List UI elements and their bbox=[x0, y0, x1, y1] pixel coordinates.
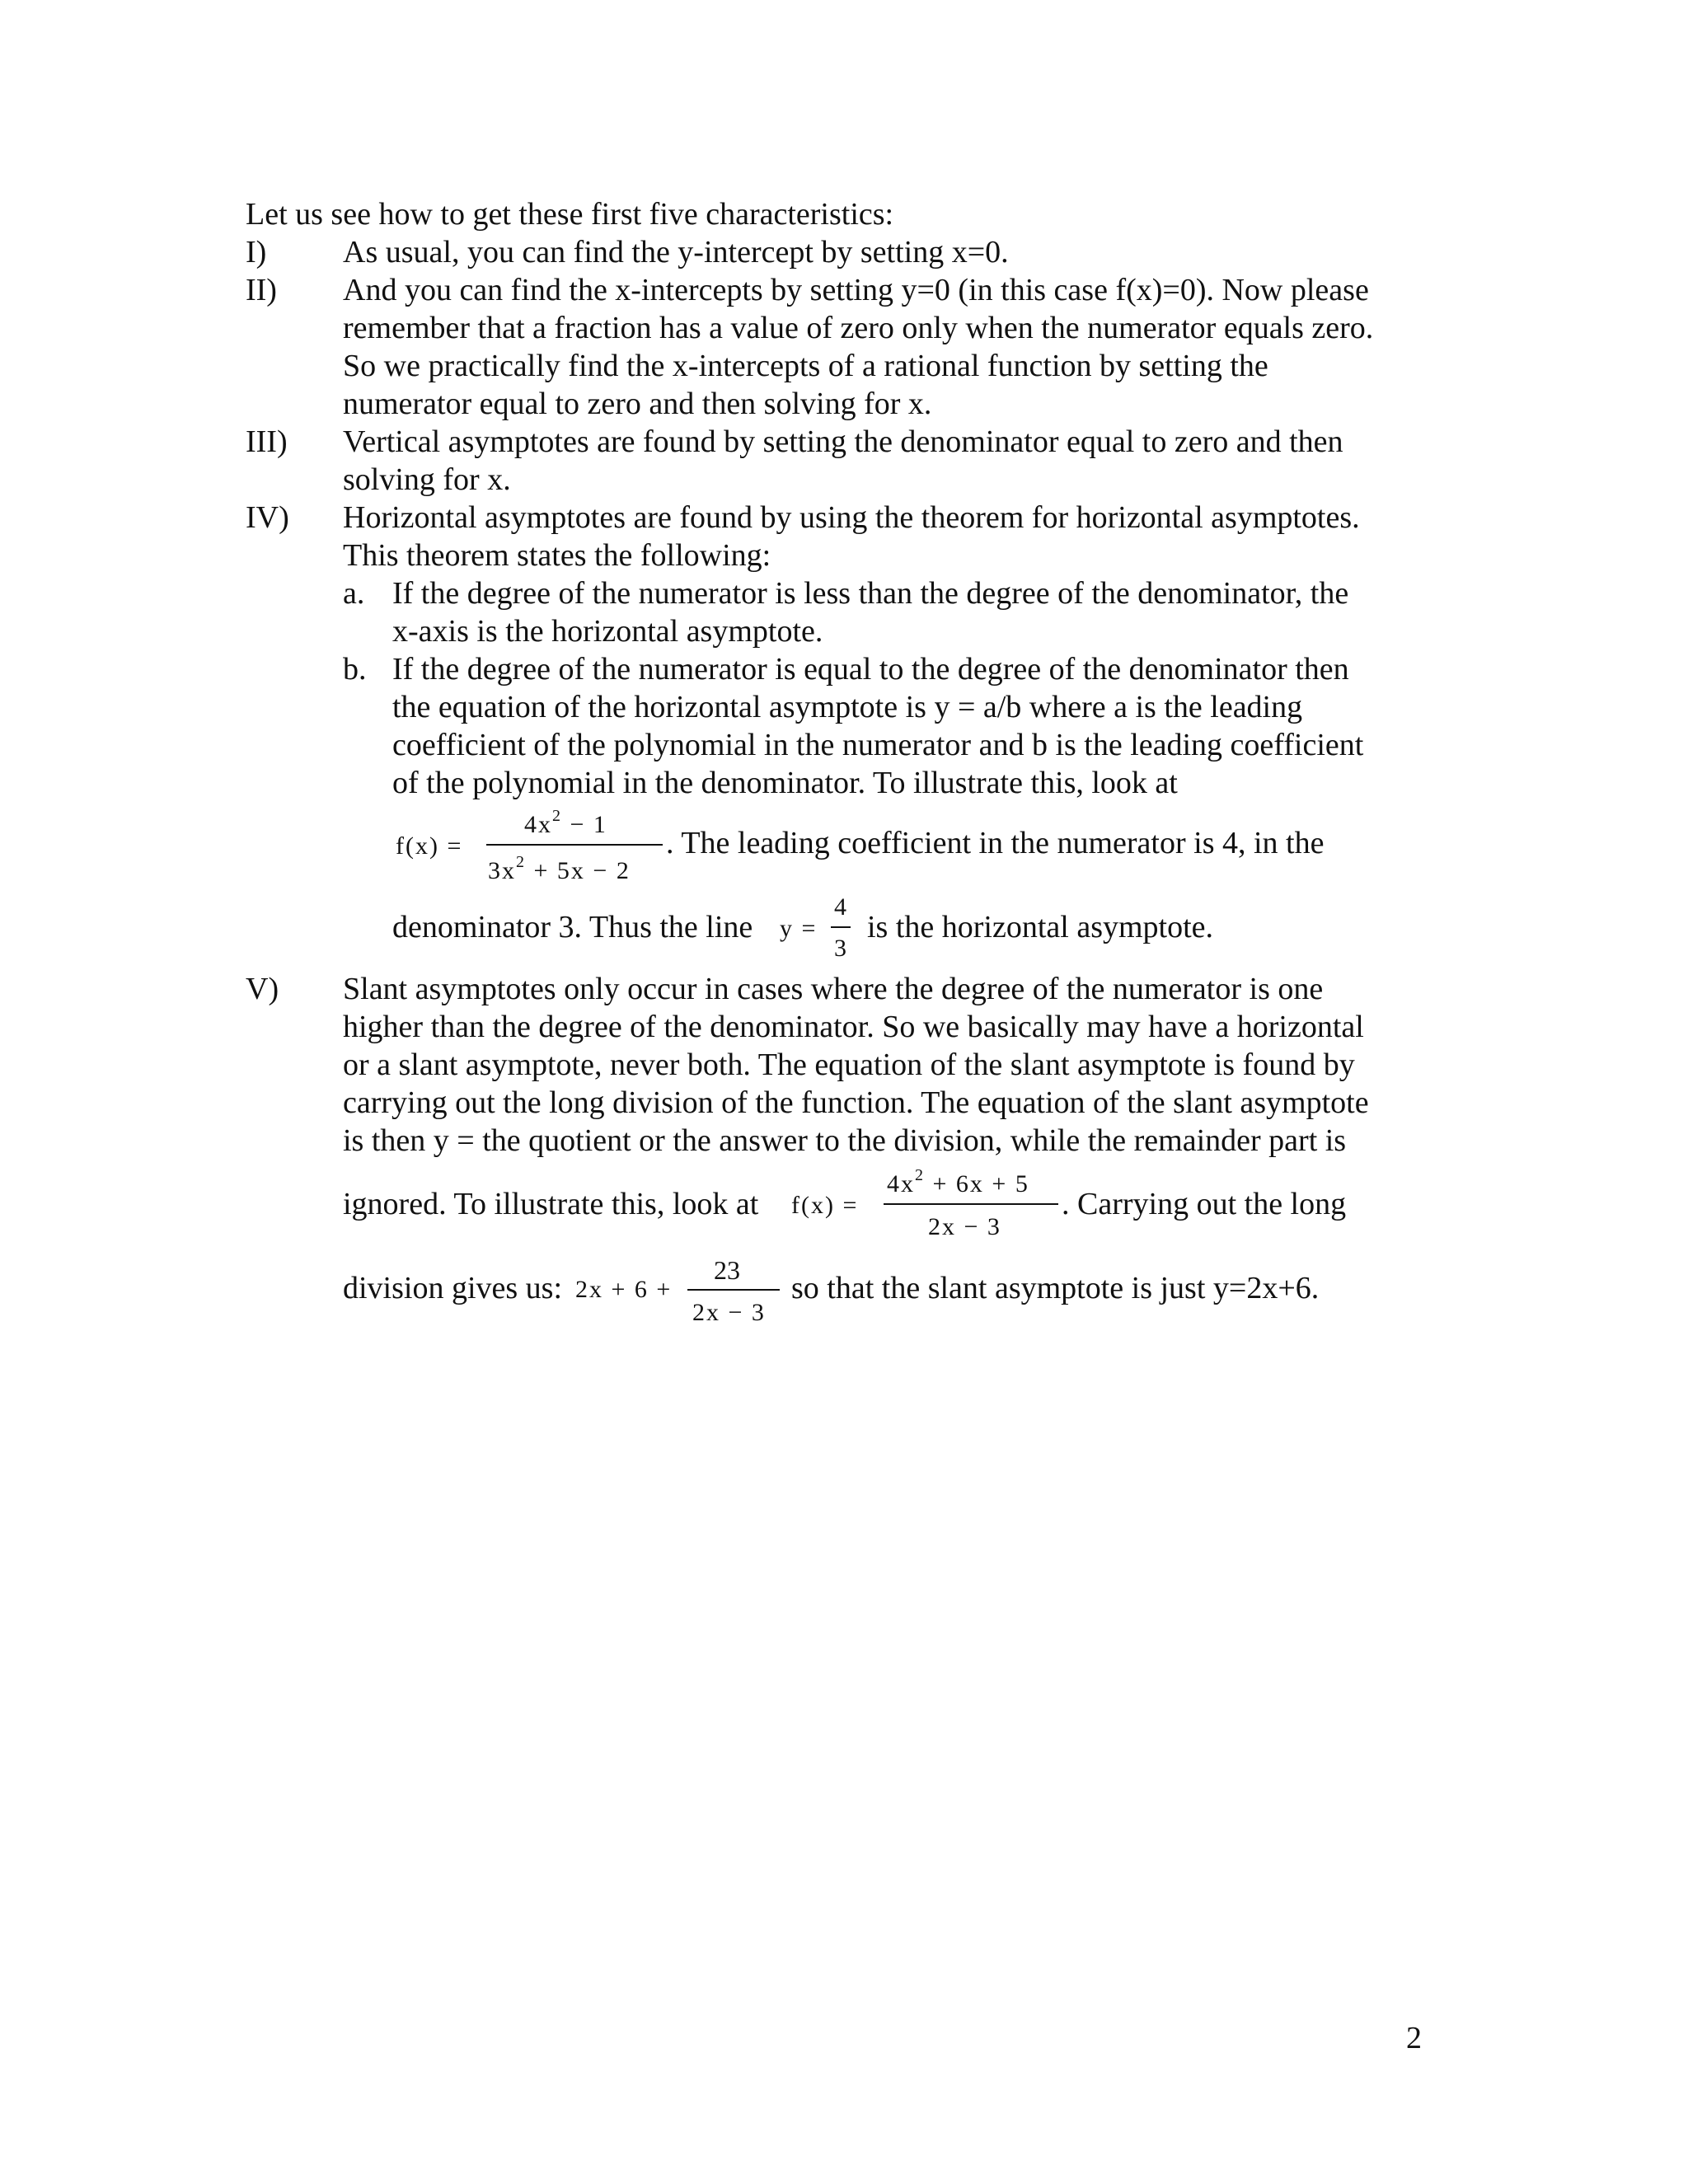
item-iii-line-1: Vertical asymptotes are found by setting the denominator equal to zero and then bbox=[343, 424, 1343, 459]
eq3-num-rest: + 6x + 5 bbox=[925, 1170, 1029, 1197]
item-v-line-5: is then y = the quotient or the answer to the division, while the remainder part is bbox=[343, 1123, 1347, 1158]
sub-b-line-3: coefficient of the polynomial in the numerator and b is the leading coefficient bbox=[392, 728, 1364, 762]
eq1-lhs: f(x) = bbox=[396, 832, 463, 860]
eq4-expression: 2x + 6 + bbox=[575, 1276, 673, 1303]
item-v-line-2: higher than the degree of the denominator. So we basically may have a horizontal bbox=[343, 1010, 1364, 1044]
item-number-i: I) bbox=[246, 235, 267, 269]
eq2-lhs: y = bbox=[780, 915, 818, 942]
item-ii-line-2: remember that a fraction has a value of zero only when the numerator equals zero. bbox=[343, 311, 1374, 345]
eq1-num-term: 4x bbox=[524, 811, 552, 838]
eq4-trailing-text: so that the slant asymptote is just y=2x+6. bbox=[791, 1271, 1320, 1305]
eq3-leading-text: ignored. To illustrate this, look at bbox=[343, 1187, 759, 1221]
eq2-leading-text: denominator 3. Thus the line bbox=[392, 910, 753, 944]
item-v-line-4: carrying out the long division of the function. The equation of the slant asymptote bbox=[343, 1085, 1369, 1120]
sub-b-line-2: the equation of the horizontal asymptote is y = a/b where a is the leading bbox=[392, 690, 1303, 724]
eq1-fraction-bar bbox=[486, 844, 663, 846]
eq3-num-term: 4x bbox=[887, 1170, 915, 1197]
item-iv-line-2: This theorem states the following: bbox=[343, 538, 771, 573]
item-iv-line-1: Horizontal asymptotes are found by using the theorem for horizontal asymptotes. bbox=[343, 500, 1360, 535]
eq1-den-term: 3x bbox=[488, 857, 516, 884]
item-v-line-3: or a slant asymptote, never both. The equation of the slant asymptote is found by bbox=[343, 1047, 1355, 1082]
eq2-trailing-text: is the horizontal asymptote. bbox=[867, 910, 1214, 944]
sub-item-label-b: b. bbox=[343, 652, 367, 687]
item-number-iii: III) bbox=[246, 424, 288, 459]
eq1-den-rest: + 5x − 2 bbox=[526, 857, 631, 884]
sub-a-line-1: If the degree of the numerator is less than the degree of the denominator, the bbox=[392, 576, 1349, 611]
eq2-denominator: 3 bbox=[834, 935, 848, 962]
sub-b-line-1: If the degree of the numerator is equal to the degree of the denominator then bbox=[392, 652, 1349, 687]
eq1-num-rest: − 1 bbox=[562, 811, 607, 838]
eq1-numerator bbox=[524, 807, 607, 841]
eq1-trailing-text: . The leading coefficient in the numerator is 4, in the bbox=[666, 826, 1325, 860]
eq4-leading-text: division gives us: bbox=[343, 1271, 563, 1305]
eq1-num-exponent: 2 bbox=[552, 807, 562, 825]
sub-a-line-2: x-axis is the horizontal asymptote. bbox=[392, 614, 823, 649]
intro-line: Let us see how to get these first five characteristics: bbox=[246, 197, 894, 232]
eq1-den-exponent: 2 bbox=[516, 853, 526, 871]
eq3-fraction-bar bbox=[884, 1203, 1058, 1205]
item-i-line-1: As usual, you can find the y-intercept by setting x=0. bbox=[343, 235, 1009, 269]
eq4-denominator: 2x − 3 bbox=[692, 1299, 766, 1326]
eq2-numerator: 4 bbox=[834, 893, 848, 921]
eq4-fraction-bar bbox=[687, 1289, 780, 1291]
item-number-v: V) bbox=[246, 972, 279, 1006]
eq3-denominator: 2x − 3 bbox=[928, 1213, 1001, 1240]
item-ii-line-3: So we practically find the x-intercepts of a rational function by setting the bbox=[343, 349, 1268, 383]
eq3-numerator bbox=[887, 1166, 1029, 1201]
item-ii-line-4: numerator equal to zero and then solving for x. bbox=[343, 387, 932, 421]
item-ii-line-1: And you can find the x-intercepts by setting y=0 (in this case f(x)=0). Now please bbox=[343, 273, 1369, 307]
item-number-ii: II) bbox=[246, 273, 277, 307]
item-number-iv: IV) bbox=[246, 500, 289, 535]
eq3-lhs: f(x) = bbox=[791, 1192, 859, 1219]
eq3-num-exponent: 2 bbox=[915, 1166, 925, 1184]
eq4-numerator: 23 bbox=[714, 1255, 740, 1285]
eq1-denominator bbox=[488, 853, 631, 888]
item-v-line-1: Slant asymptotes only occur in cases where the degree of the numerator is one bbox=[343, 972, 1324, 1006]
item-iii-line-2: solving for x. bbox=[343, 462, 511, 497]
eq2-fraction-bar bbox=[831, 926, 851, 928]
sub-item-label-a: a. bbox=[343, 576, 365, 611]
eq3-trailing-text: . Carrying out the long bbox=[1062, 1187, 1347, 1221]
page-number: 2 bbox=[1406, 2021, 1422, 2055]
sub-b-line-4: of the polynomial in the denominator. To illustrate this, look at bbox=[392, 766, 1178, 800]
